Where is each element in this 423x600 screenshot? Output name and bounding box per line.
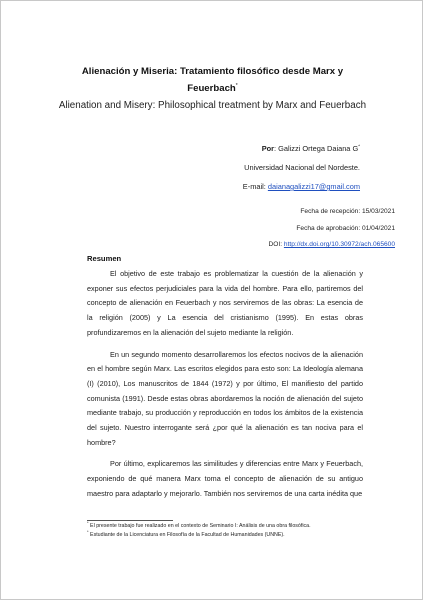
doi-link[interactable]: http://dx.doi.org/10.30972/ach.065600 bbox=[283, 241, 395, 248]
title-footnote-mark: * bbox=[235, 82, 238, 89]
abstract-heading: Resumen bbox=[87, 254, 122, 263]
author-institution: Universidad Nacional del Nordeste. bbox=[244, 163, 360, 172]
abstract-paragraph: Por último, explicaremos las similitudes y diferencias entre Marx y Feuerbach, exponiendo de qué manera Marx toma el concepto de alienación de su antiguo maestro para adaptarlo y mejorarlo. También nos serviremos de una carta inédita que bbox=[87, 459, 363, 498]
abstract-paragraph: El objetivo de este trabajo es problematizar la cuestión de la alienación y exponer sus efectos perjudiciales para la vida del hombre. Para ello, partiremos del concepto de alienación en Feuerbach y nos serviremos de las obras: La esencia de la religión (2005) y La esencia del cristianismo (1995). En estas obras profundizaremos en la alienación del sujeto mediante la religión. bbox=[87, 269, 363, 337]
footnote bbox=[87, 531, 377, 540]
article-subtitle: Alienation and Misery: Philosophical treatment by Marx and Feuerbach bbox=[58, 100, 367, 111]
article-title bbox=[41, 63, 384, 97]
author-name: : Galizzi Ortega Daiana G bbox=[274, 144, 359, 153]
abstract-body bbox=[87, 267, 363, 509]
author-label: Por bbox=[261, 144, 275, 153]
footnotes bbox=[87, 522, 377, 541]
doi-line bbox=[155, 237, 395, 254]
email-link[interactable]: daianagalizzi17@gmail.com bbox=[267, 182, 360, 191]
footnote-divider bbox=[87, 520, 173, 521]
approved-date: Fecha de aprobación: 01/04/2021 bbox=[296, 224, 395, 232]
footnote bbox=[87, 522, 377, 531]
footnote-mark: * bbox=[87, 529, 89, 535]
received-date: Fecha de recepción: 15/03/2021 bbox=[300, 208, 395, 215]
footnote-mark: * bbox=[87, 520, 89, 526]
footnote-text: Estudiante de la Licenciatura en Filosofía de la Facultad de Humanidades (UNNE). bbox=[88, 532, 285, 539]
footnote-text: El presente trabajo fue realizado en el contexto de Seminario I: Análisis de una obra filosófica. bbox=[88, 523, 311, 529]
author-line bbox=[160, 139, 360, 158]
abstract-paragraph: En un segundo momento desarrollaremos los efectos nocivos de la alienación en el hombre según Marx. Las escritos elegidos para esto son: La Ideología alemana (I) (2010), Los manuscritos de 1844 (1972) y por último, El manifiesto del partido comunista (1991). Desde estas obras abordaremos la noción de alienación del sujeto mediante trabajo, su producción y reproducción en todos los ámbitos de la existencia del sujeto. Nuestro interrogante será ¿por qué la alienación es tan nociva para el hombre? bbox=[87, 349, 363, 447]
dates-block bbox=[155, 204, 395, 254]
doi-label: DOI: bbox=[268, 241, 284, 248]
email-label: E-mail: bbox=[242, 182, 268, 191]
title-line-2: Feuerbach bbox=[187, 83, 236, 94]
author-email-line bbox=[160, 177, 360, 196]
title-line-1: Alienación y Miseria: Tratamiento filosófico desde Marx y bbox=[81, 66, 344, 77]
author-footnote-mark: * bbox=[358, 143, 360, 149]
author-block bbox=[160, 139, 360, 196]
